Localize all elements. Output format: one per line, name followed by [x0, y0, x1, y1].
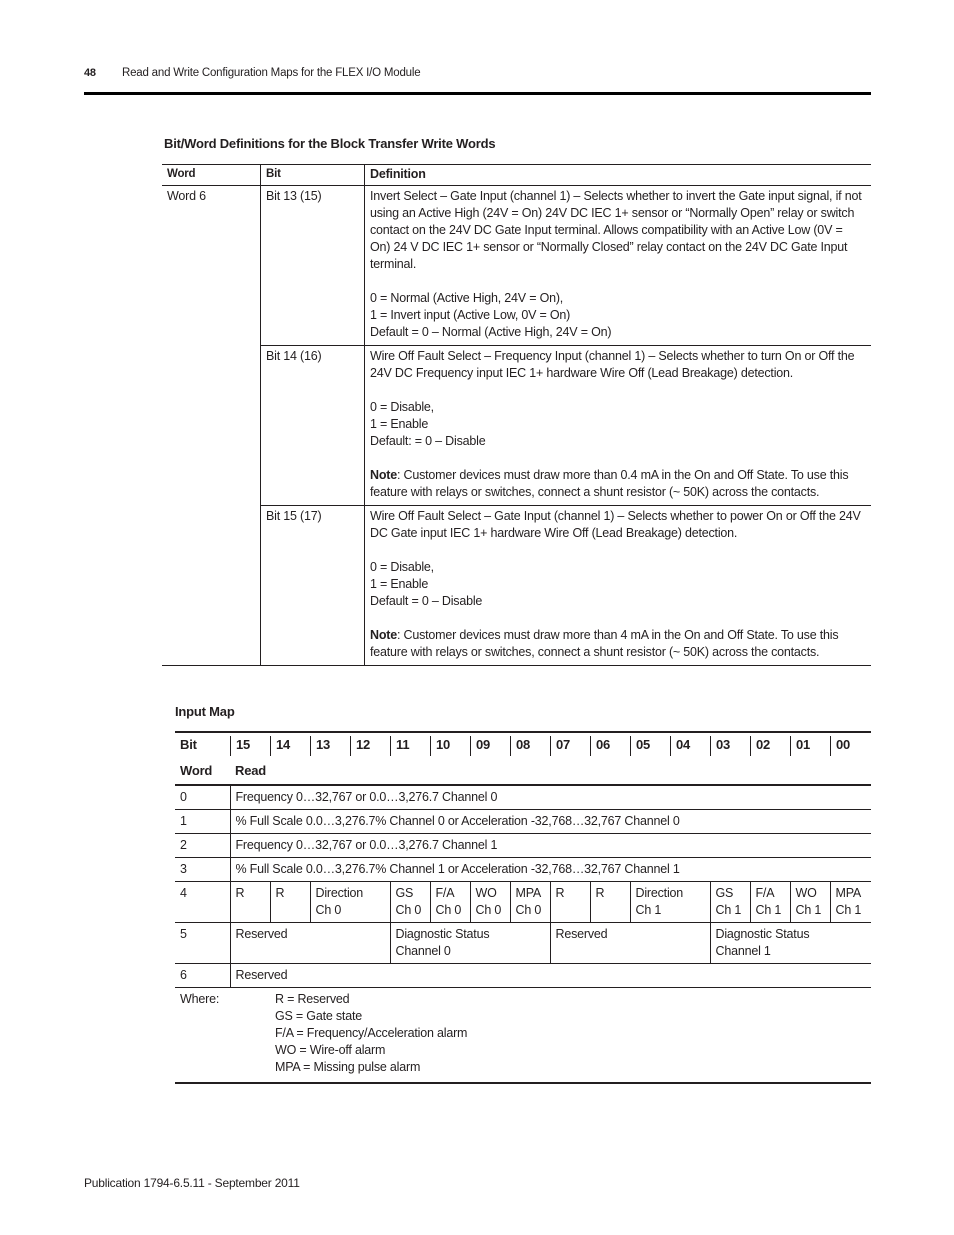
column-header-definition: Definition [365, 165, 872, 186]
table-row [162, 506, 871, 666]
page-number: 48 [84, 67, 96, 79]
bit-cell: Bit 15 (17) [261, 506, 365, 666]
table-row [175, 858, 871, 882]
bit-field: MPA Ch 1 [830, 882, 871, 923]
bit-number: 03 [710, 732, 750, 758]
word-read-header-row [175, 758, 871, 785]
table-row [175, 964, 871, 988]
definition-options [370, 559, 866, 610]
bit-field: Diagnostic Status Channel 1 [710, 923, 871, 964]
definition-description: Invert Select – Gate Input (channel 1) – Selects whether to invert the Gate input signal, if not using an Active High (24V = On) 24V DC IEC 1+ sensor or “Normally Open” relay or switch contact on the 24V DC Gate Input terminal. Allows compatibility with an Active Low (0V = On) 24 V DC IEC 1+ sensor or “Normally Closed” relay contact on the 24V DC Gate Input terminal. [370, 189, 862, 271]
bit-field: R [270, 882, 310, 923]
bit-field: GS Ch 1 [710, 882, 750, 923]
bit-field: R [590, 882, 630, 923]
bit-number: 14 [270, 732, 310, 758]
bit-word-definitions-title: Bit/Word Definitions for the Block Transfer Write Words [164, 136, 496, 151]
legend-list [270, 988, 871, 1084]
definition-cell [365, 186, 872, 346]
definition-cell [365, 346, 872, 506]
legend-item: WO = Wire-off alarm [275, 1043, 386, 1057]
bit-cell: Bit 14 (16) [261, 346, 365, 506]
bit-field: Direction Ch 0 [310, 882, 390, 923]
definition-options [370, 399, 866, 450]
word-number: 6 [175, 964, 230, 988]
option-line: Default: = 0 – Disable [370, 434, 486, 448]
option-line: 0 = Normal (Active High, 24V = On), [370, 291, 564, 305]
option-line: 1 = Enable [370, 577, 429, 591]
note-label: Note [370, 628, 397, 642]
bit-number: 05 [630, 732, 670, 758]
definition-note [370, 627, 866, 661]
word-number: 1 [175, 810, 230, 834]
bit-field: Reserved [230, 923, 390, 964]
note-label: Note [370, 468, 397, 482]
bit-number-row [175, 732, 871, 758]
table-row [175, 882, 871, 923]
bit-number: 07 [550, 732, 590, 758]
table-row [175, 923, 871, 964]
read-value: Frequency 0…32,767 or 0.0…3,276.7 Channel 0 [230, 785, 871, 810]
option-line: Default = 0 – Disable [370, 594, 483, 608]
table-row [162, 346, 871, 506]
table-row [175, 810, 871, 834]
legend-row [175, 988, 871, 1084]
read-value: Reserved [230, 964, 871, 988]
bit-number: 08 [510, 732, 550, 758]
running-title: Read and Write Configuration Maps for the FLEX I/O Module [122, 67, 421, 79]
bit-number: 15 [230, 732, 270, 758]
page-header [84, 66, 871, 95]
bit-number: 00 [830, 732, 871, 758]
bit-label: Bit [175, 732, 230, 758]
where-label: Where: [175, 988, 270, 1084]
note-text: : Customer devices must draw more than 0.4 mA in the On and Off State. To use this feature with relays or switches, connect a shunt resistor (~ 50K) across the contacts. [370, 468, 849, 499]
bit-field: MPA Ch 0 [510, 882, 550, 923]
read-value: % Full Scale 0.0…3,276.7% Channel 1 or Acceleration -32,768…32,767 Channel 1 [230, 858, 871, 882]
option-line: 0 = Disable, [370, 560, 434, 574]
bit-number: 12 [350, 732, 390, 758]
bit-field: R [230, 882, 270, 923]
read-value: Frequency 0…32,767 or 0.0…3,276.7 Channel 1 [230, 834, 871, 858]
note-text: : Customer devices must draw more than 4 mA in the On and Off State. To use this feature with relays or switches, connect a shunt resistor (~ 50K) across the contacts. [370, 628, 839, 659]
word-cell: Word 6 [162, 186, 261, 666]
word-number: 5 [175, 923, 230, 964]
word-number: 2 [175, 834, 230, 858]
table-row [175, 834, 871, 858]
table-header-row [162, 165, 871, 186]
bit-field: WO Ch 1 [790, 882, 830, 923]
bit-number: 13 [310, 732, 350, 758]
definition-description: Wire Off Fault Select – Gate Input (channel 1) – Selects whether to power On or Off the 24V DC Gate input IEC 1+ hardware Wire Off (Lead Breakage) detection. [370, 509, 861, 540]
read-value: % Full Scale 0.0…3,276.7% Channel 0 or Acceleration -32,768…32,767 Channel 0 [230, 810, 871, 834]
option-line: 0 = Disable, [370, 400, 434, 414]
legend-item: MPA = Missing pulse alarm [275, 1060, 421, 1074]
table-row [162, 186, 871, 346]
column-header-bit: Bit [261, 165, 365, 186]
definition-cell [365, 506, 872, 666]
publication-footer: Publication 1794-6.5.11 - September 2011 [84, 1176, 300, 1190]
bit-field: WO Ch 0 [470, 882, 510, 923]
word-label: Word [175, 758, 230, 785]
bit-number: 02 [750, 732, 790, 758]
bit-number: 09 [470, 732, 510, 758]
bit-field: GS Ch 0 [390, 882, 430, 923]
option-line: 1 = Enable [370, 417, 429, 431]
word-number: 0 [175, 785, 230, 810]
bit-cell: Bit 13 (15) [261, 186, 365, 346]
input-map-table [175, 731, 871, 1084]
bit-number: 10 [430, 732, 470, 758]
bit-number: 11 [390, 732, 430, 758]
definition-options [370, 290, 866, 341]
word-number: 4 [175, 882, 230, 923]
bit-number: 01 [790, 732, 830, 758]
read-label: Read [230, 758, 871, 785]
bit-field: Diagnostic Status Channel 0 [390, 923, 550, 964]
bit-field: F/A Ch 1 [750, 882, 790, 923]
bit-number: 06 [590, 732, 630, 758]
option-line: 1 = Invert input (Active Low, 0V = On) [370, 308, 571, 322]
bit-field: Direction Ch 1 [630, 882, 710, 923]
option-line: Default = 0 – Normal (Active High, 24V = On) [370, 325, 612, 339]
definition-note [370, 467, 866, 501]
table-row [175, 785, 871, 810]
word-number: 3 [175, 858, 230, 882]
definition-description: Wire Off Fault Select – Frequency Input (channel 1) – Selects whether to turn On or Off the 24V DC Frequency input IEC 1+ hardware Wire Off (Lead Breakage) detection. [370, 349, 855, 380]
legend-item: R = Reserved [275, 992, 350, 1006]
input-map-title: Input Map [175, 704, 235, 719]
bit-number: 04 [670, 732, 710, 758]
legend-item: F/A = Frequency/Acceleration alarm [275, 1026, 468, 1040]
bit-word-definitions-table [162, 164, 871, 666]
bit-field: F/A Ch 0 [430, 882, 470, 923]
legend-item: GS = Gate state [275, 1009, 362, 1023]
bit-field: R [550, 882, 590, 923]
bit-field: Reserved [550, 923, 710, 964]
column-header-word: Word [162, 165, 261, 186]
